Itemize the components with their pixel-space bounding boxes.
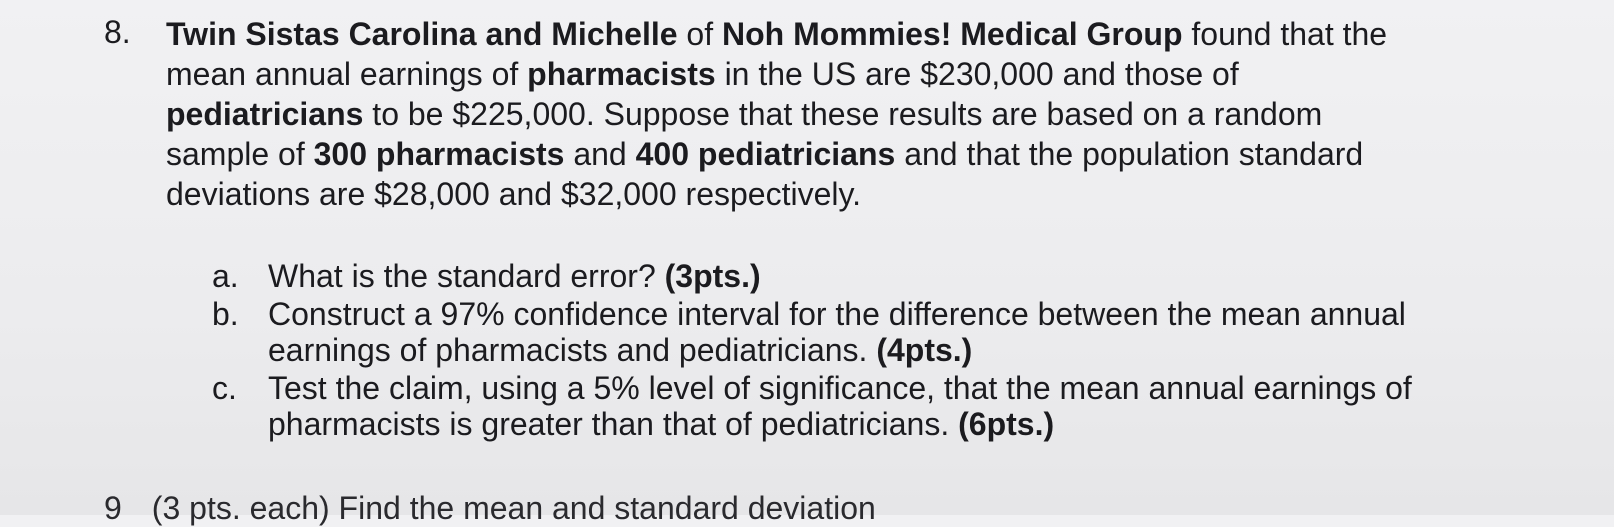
text-segment: to be $225,000. Suppose that these results are based on a random sample of [166,96,1323,172]
pharmacists-term: pharmacists [527,56,716,92]
sample-size-pharmacists: 300 pharmacists [313,136,565,172]
group-name: Noh Mommies! Medical Group [722,16,1183,52]
sub-question-c [212,370,1412,442]
points-label: (3pts.) [664,258,761,294]
sub-questions-list [212,258,1412,444]
points-label: (4pts.) [876,332,973,368]
question-text [166,14,1396,214]
sub-question-letter: a. [212,258,239,294]
text-segment: of [677,16,722,52]
sub-question-text: Test the claim, using a 5% level of significance, that the mean annual earnings of pharmacists is greater than that of pediatricians. [268,370,1412,442]
text-segment: and that the population standard deviations are $28,000 and $32,000 respectively. [166,136,1364,212]
text-segment: in the US are $230,000 and those of [715,56,1239,92]
sub-question-text: What is the standard error? [268,258,665,294]
sample-size-pediatricians: 400 pediatricians [635,136,896,172]
question-number: 8. [104,14,131,50]
sub-question-letter: b. [212,296,239,332]
next-question-number: 9 [104,490,122,526]
next-question-partial [104,490,876,527]
authors-name: Twin Sistas Carolina and Michelle [166,16,678,52]
points-label: (6pts.) [958,406,1055,442]
sub-question-a [212,258,1412,294]
sub-question-text: Construct a 97% confidence interval for the difference between the mean annual earnings of pharmacists and pediatricians. [268,296,1406,368]
text-segment: and [564,136,636,172]
pediatricians-term: pediatricians [166,96,364,132]
next-question-text: (3 pts. each) Find the mean and standard deviation [151,490,876,526]
text-segment: found that the mean annual earnings of [166,16,1388,92]
sub-question-letter: c. [212,370,237,406]
sub-question-b [212,296,1412,368]
